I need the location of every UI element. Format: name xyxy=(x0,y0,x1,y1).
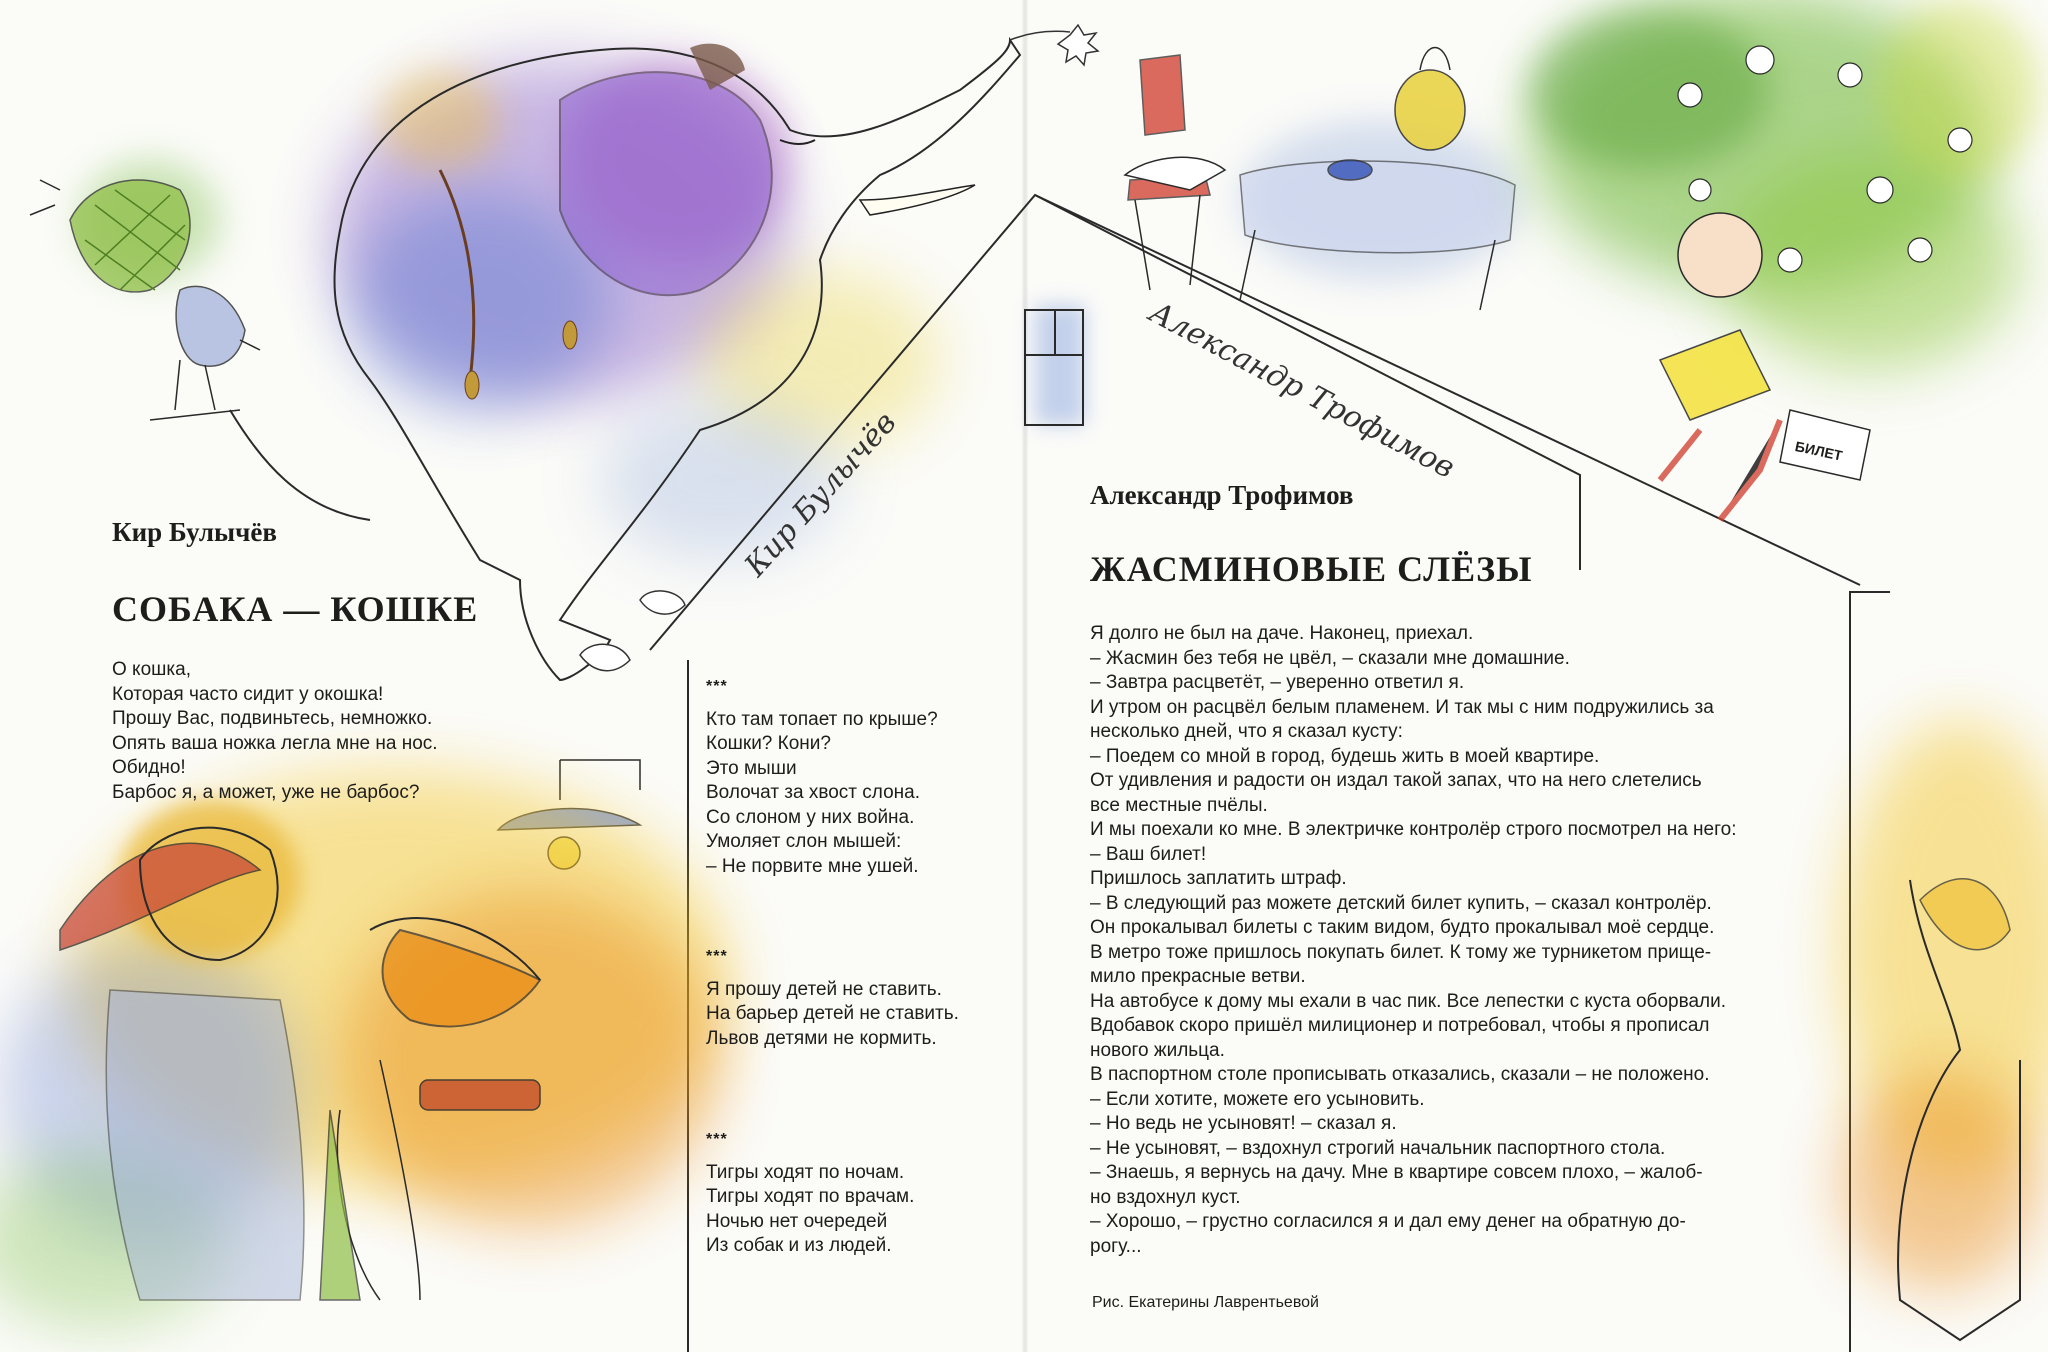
story-line: Он прокалывал билеты с таким видом, будто прокалывал моё сердце. xyxy=(1090,917,1715,938)
left-signature: Кир Булычёв xyxy=(738,405,904,584)
story-line: – Но ведь не усыновят! – сказал я. xyxy=(1090,1113,1397,1134)
poem-line: Я прошу детей не ставить. xyxy=(706,978,942,1000)
story-line: На автобусе к дому мы ехали в час пик. Все лепестки с куста оборвали. xyxy=(1090,990,1726,1012)
story-line: все местные пчёлы. xyxy=(1090,794,1268,816)
poem-line: Тигры ходят по врачам. xyxy=(706,1186,915,1207)
poem-line: Кто там топает по крыше? xyxy=(706,708,938,730)
tiger-and-dog-illustration xyxy=(0,770,730,1330)
poem-separator: *** xyxy=(706,1131,728,1148)
poem-separator: *** xyxy=(706,678,728,695)
story-line: В метро тоже пришлось покупать билет. К тому же турникетом прище- xyxy=(1090,941,1712,963)
mouse-illustration xyxy=(30,160,260,420)
story-line: – Ваш билет! xyxy=(1090,843,1207,865)
story-line: но вздохнул куст. xyxy=(1090,1186,1241,1208)
story-text xyxy=(1090,622,1786,1259)
left-title: СОБАКА — КОШКЕ xyxy=(112,589,479,629)
story-line: рогу... xyxy=(1090,1235,1142,1257)
poem-line: Ночью нет очередей xyxy=(706,1210,888,1232)
story-line: – Поедем со мной в город, будешь жить в моей квартире. xyxy=(1090,745,1600,767)
poem-line: Опять ваша ножка легла мне на нос. xyxy=(112,732,438,754)
story-line: – Завтра расцветёт, – уверенно ответил я. xyxy=(1090,672,1465,693)
story-line: мило прекрасные ветви. xyxy=(1090,966,1306,987)
poem-line: Которая часто сидит у окошка! xyxy=(112,683,384,705)
poem-line: Со слоном у них война. xyxy=(706,806,915,828)
right-signature: Александр Трофимов xyxy=(1143,295,1461,486)
poem-line: – Не порвите мне ушей. xyxy=(706,855,919,877)
elephant-illustration xyxy=(330,25,1098,680)
poem-line: На барьер детей не ставить. xyxy=(706,1003,959,1024)
left-author: Кир Булычёв xyxy=(112,517,277,547)
poem-line: Прошу Вас, подвиньтесь, немножко. xyxy=(112,708,433,729)
story-line: Вдобавок скоро пришёл милиционер и потребовал, чтобы я прописал xyxy=(1090,1015,1710,1036)
poem-block-1 xyxy=(706,675,938,879)
story-line: – Хорошо, – грустно согласился я и дал ему денег на обратную до- xyxy=(1090,1211,1686,1232)
story-line: И мы поехали ко мне. В электричке контролёр строго посмотрел на него: xyxy=(1090,819,1737,840)
right-author: Александр Трофимов xyxy=(1090,480,1354,510)
ticket-label: БИЛЕТ xyxy=(1793,438,1844,464)
right-title: ЖАСМИНОВЫЕ СЛЁЗЫ xyxy=(1090,549,1533,589)
story-line: – Жасмин без тебя не цвёл, – сказали мне домашние. xyxy=(1090,647,1570,669)
poem-line: О кошка, xyxy=(112,659,191,680)
story-line: И утром он расцвёл белым пламенем. И так мы с ним подружились за xyxy=(1090,696,1714,718)
poem-line: Из собак и из людей. xyxy=(706,1235,892,1256)
poem-line: Обидно! xyxy=(112,757,186,778)
poem-block-3 xyxy=(706,1128,914,1259)
story-line: Пришлось заплатить штраф. xyxy=(1090,868,1347,889)
story-line: – Знаешь, я вернусь на дачу. Мне в квартире совсем плохо, – жалоб- xyxy=(1090,1162,1703,1183)
story-line: – Если хотите, можете его усыновить. xyxy=(1090,1088,1425,1110)
illustration-credit: Рис. Екатерины Лаврентьевой xyxy=(1092,1294,1319,1311)
story-line: нового жильца. xyxy=(1090,1039,1225,1061)
story-line: – В следующий раз можете детский билет купить, – сказал контролёр. xyxy=(1090,892,1712,914)
poem-line: Тигры ходят по ночам. xyxy=(706,1161,905,1183)
story-line: несколько дней, что я сказал кусту: xyxy=(1090,721,1403,742)
story-line: – Не усыновят, – вздохнул строгий начальник паспортного стола. xyxy=(1090,1137,1666,1159)
poem-line: Волочат за хвост слона. xyxy=(706,782,920,803)
fox-illustration xyxy=(1840,720,2048,1340)
jasmine-bush-illustration xyxy=(1530,0,2040,520)
poem-line: Это мыши xyxy=(706,757,797,779)
poem-line: Барбос я, а может, уже не барбос? xyxy=(112,781,420,803)
poem-line: Умоляет слон мышей: xyxy=(706,831,902,852)
story-line: Я долго не был на даче. Наконец, приехал. xyxy=(1090,623,1474,644)
house-window xyxy=(1025,305,1085,425)
poem-main xyxy=(112,658,438,805)
poem-line: Кошки? Кони? xyxy=(706,733,831,754)
story-line: В паспортном столе прописывать отказались, сказали – не положено. xyxy=(1090,1064,1710,1085)
poem-block-2 xyxy=(706,945,959,1051)
story-line: От удивления и радости он издал такой запах, что на него слетелись xyxy=(1090,770,1702,791)
poem-line: Львов детями не кормить. xyxy=(706,1027,937,1049)
poem-separator: *** xyxy=(706,948,728,965)
